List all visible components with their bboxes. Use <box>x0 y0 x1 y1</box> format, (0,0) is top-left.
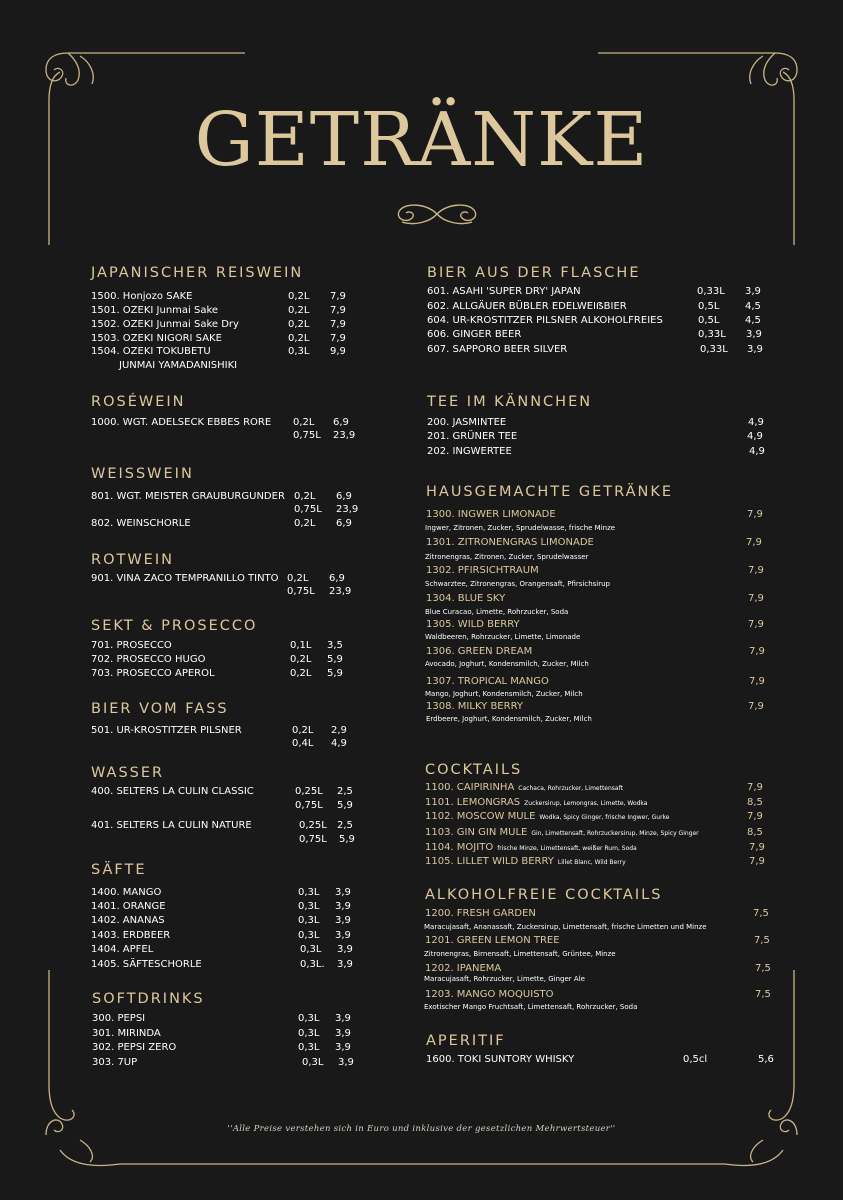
item-price: 7,9 <box>749 856 765 867</box>
item-price: 3,9 <box>335 1013 351 1024</box>
item-price: 7,5 <box>753 908 769 919</box>
item-size: 0,5cl <box>683 1054 708 1065</box>
item-price: 7,9 <box>746 537 762 548</box>
item-description: Erdbeere, Joghurt, Kondensmilch, Zucker, Milch <box>426 715 592 723</box>
item-price: 4,9 <box>749 446 765 457</box>
item-size: 0,75L <box>295 800 323 811</box>
item-size: 0,3L <box>298 1013 320 1024</box>
item-price: 3,9 <box>335 930 351 941</box>
item-description: Exotischer Mango Fruchtsaft, Limettensaft, Rohrzucker, Soda <box>424 1003 638 1011</box>
item-price: 6,9 <box>333 417 349 428</box>
item-price: 2,9 <box>331 725 347 736</box>
item-description: Mango, Joghurt, Kondensmilch, Zucker, Milch <box>425 690 583 698</box>
item-name: 802. WEINSCHORLE <box>91 518 191 529</box>
item-price: 23,9 <box>333 430 356 441</box>
item-price: 5,9 <box>327 668 343 679</box>
item-size: 0,1L <box>290 640 312 651</box>
item-price: 4,5 <box>745 315 761 326</box>
section-title-aperitif: APERITIF <box>426 1033 506 1049</box>
item-size: 0,33L <box>697 286 725 297</box>
item-size: 0,2L <box>290 654 312 665</box>
item-name: 1302. PFIRSICHTRAUM <box>426 565 539 576</box>
item-price: 7,5 <box>755 989 771 1000</box>
item-name: 901. VINA ZACO TEMPRANILLO TINTO <box>91 573 279 584</box>
item-name: 1301. ZITRONENGRAS LIMONADE <box>426 537 594 548</box>
title-flourish-icon <box>392 196 482 232</box>
item-name: 1201. GREEN LEMON TREE <box>425 935 560 946</box>
section-title-softdrinks: SOFTDRINKS <box>92 991 205 1007</box>
item-price: 7,9 <box>748 619 764 630</box>
item-name-with-desc <box>425 855 626 871</box>
item-price: 7,5 <box>754 935 770 946</box>
item-size: 0,25L <box>295 786 323 797</box>
item-description: Avocado, Joghurt, Kondensmilch, Zucker, Milch <box>425 660 589 668</box>
item-description: Maracujasaft, Ananassaft, Zuckersirup, Limettensaft, frische Limetten und Minze <box>424 923 707 931</box>
item-price: 7,9 <box>747 811 763 822</box>
item-size: 0,2L <box>288 291 310 302</box>
item-size: 0,33L <box>698 329 726 340</box>
item-name: 302. PEPSI ZERO <box>92 1042 177 1053</box>
item-name-continued: JUNMAI YAMADANISHIKI <box>119 360 238 371</box>
item-price: 7,9 <box>330 333 346 344</box>
item-size: 0,2L <box>288 305 310 316</box>
section-title-weisswein: WEISSWEIN <box>91 466 194 482</box>
item-price: 5,6 <box>758 1054 774 1065</box>
item-size: 0,3L. <box>300 959 325 970</box>
item-price: 3,9 <box>338 1057 354 1068</box>
item-price: 7,9 <box>330 319 346 330</box>
item-price: 23,9 <box>329 586 352 597</box>
item-price: 7,9 <box>330 305 346 316</box>
item-price: 9,9 <box>330 346 346 357</box>
item-name: 1305. WILD BERRY <box>426 619 520 630</box>
item-name: 701. PROSECCO <box>91 640 172 651</box>
item-price: 4,9 <box>747 431 763 442</box>
item-name: 1300. INGWER LIMONADE <box>426 509 556 520</box>
item-price: 5,9 <box>337 800 353 811</box>
item-name: 1500. Honjozo SAKE <box>91 291 193 302</box>
page-title: GETRÄNKE <box>194 97 649 183</box>
item-price: 23,9 <box>336 504 359 515</box>
item-name: 1403. ERDBEER <box>91 930 171 941</box>
item-price: 3,9 <box>337 944 353 955</box>
item-name-with-desc <box>425 781 623 797</box>
item-price: 4,9 <box>331 738 347 749</box>
item-name-with-desc <box>425 826 699 842</box>
item-description: Zitronengras, Zitronen, Zucker, Sprudelwasser <box>425 553 589 561</box>
item-size: 0,3L <box>288 346 310 357</box>
item-size: 0,2L <box>290 668 312 679</box>
item-name: 1104. MOJITO <box>425 842 494 853</box>
item-description: Schwarztee, Zitronengras, Orangensaft, Pfirsichsirup <box>425 580 610 588</box>
item-name: 604. UR-KROSTITZER PILSNER ALKOHOLFREIES <box>427 315 663 326</box>
item-description: Blue Curacao, Limette, Rohrzucker, Soda <box>425 608 569 616</box>
section-title-sekt: SEKT & PROSECCO <box>91 618 258 634</box>
item-price: 7,9 <box>330 291 346 302</box>
section-title-rotwein: ROTWEIN <box>91 552 174 568</box>
item-name: 202. INGWERTEE <box>427 446 512 457</box>
item-name: 702. PROSECCO HUGO <box>91 654 206 665</box>
item-price: 6,9 <box>336 518 352 529</box>
item-price: 3,9 <box>337 959 353 970</box>
item-price: 2,5 <box>337 786 353 797</box>
item-size: 0,2L <box>294 518 316 529</box>
item-size: 0,75L <box>293 430 321 441</box>
item-name: 1000. WGT. ADELSECK EBBES RORE <box>91 417 272 428</box>
item-price: 8,5 <box>747 827 763 838</box>
item-size: 0,3L <box>300 944 322 955</box>
price-disclaimer: ''Alle Preise verstehen sich in Euro und inklusive der gesetzlichen Mehrwertsteuer'' <box>227 1124 616 1134</box>
item-price: 7,9 <box>749 842 765 853</box>
item-price: 8,5 <box>747 797 763 808</box>
item-name: 1404. APFEL <box>91 944 154 955</box>
section-title-rosewein: ROSÉWEIN <box>91 394 186 410</box>
item-name: 1203. MANGO MOQUISTO <box>425 989 554 1000</box>
item-description: Gin, Limettensaft, Rohrzuckersirup, Minze, Spicy Ginger <box>531 830 699 837</box>
section-title-tee: TEE IM KÄNNCHEN <box>427 394 593 410</box>
item-name: 1304. BLUE SKY <box>426 593 506 604</box>
item-size: 0,3L <box>298 915 320 926</box>
item-name: 703. PROSECCO APEROL <box>91 668 215 679</box>
item-name: 1503. OZEKI NIGORI SAKE <box>91 333 222 344</box>
item-price: 7,9 <box>747 782 763 793</box>
item-name: 602. ALLGÄUER BÜBLER EDELWEIẞBIER <box>427 301 627 312</box>
item-price: 5,9 <box>327 654 343 665</box>
item-size: 0,3L <box>298 887 320 898</box>
item-name: 1401. ORANGE <box>91 901 166 912</box>
item-name: 1102. MOSCOW MULE <box>425 811 536 822</box>
item-name: 1100. CAIPIRINHA <box>425 782 515 793</box>
item-name: 801. WGT. MEISTER GRAUBURGUNDER <box>91 491 285 502</box>
item-name-with-desc <box>425 810 670 826</box>
item-name: 1306. GREEN DREAM <box>426 646 533 657</box>
item-size: 0,2L <box>287 573 309 584</box>
item-size: 0,5L <box>698 301 720 312</box>
item-price: 7,9 <box>748 701 764 712</box>
item-price: 7,9 <box>748 565 764 576</box>
item-description: Cachaca, Rohrzucker, Limettensaft <box>518 785 623 792</box>
item-size: 0,2L <box>294 491 316 502</box>
item-size: 0,3L <box>302 1057 324 1068</box>
item-name: 1600. TOKI SUNTORY WHISKY <box>426 1054 575 1065</box>
item-name: 400. SELTERS LA CULIN CLASSIC <box>91 786 254 797</box>
item-name: 1200. FRESH GARDEN <box>425 908 536 919</box>
item-name: 1307. TROPICAL MANGO <box>426 676 549 687</box>
item-size: 0,75L <box>294 504 322 515</box>
item-name: 601. ASAHI 'SUPER DRY' JAPAN <box>427 286 581 297</box>
item-name: 1308. MILKY BERRY <box>426 701 523 712</box>
item-name: 401. SELTERS LA CULIN NATURE <box>91 820 252 831</box>
item-size: 0,2L <box>293 417 315 428</box>
item-price: 4,5 <box>745 301 761 312</box>
item-name: 607. SAPPORO BEER SILVER <box>427 344 568 355</box>
item-price: 4,9 <box>748 417 764 428</box>
item-price: 3,9 <box>335 915 351 926</box>
item-size: 0,2L <box>288 333 310 344</box>
item-price: 3,5 <box>327 640 343 651</box>
item-description: frische Minze, Limettensaft, weißer Rum, Soda <box>497 845 637 852</box>
item-name: 1103. GIN GIN MULE <box>425 827 528 838</box>
item-price: 7,5 <box>755 963 771 974</box>
item-size: 0,75L <box>299 834 327 845</box>
section-title-cocktails: COCKTAILS <box>425 762 523 778</box>
item-description: Wodka, Spicy Ginger, frische Ingwer, Gurke <box>539 814 670 821</box>
item-description: Ingwer, Zitronen, Zucker, Sprudelwasse, frische Minze <box>425 524 616 532</box>
item-size: 0,2L <box>292 725 314 736</box>
item-price: 7,9 <box>748 593 764 604</box>
item-size: 0,4L <box>292 738 314 749</box>
section-title-flasche: BIER AUS DER FLASCHE <box>427 265 641 281</box>
item-name: 301. MIRINDA <box>92 1028 161 1039</box>
item-price: 5,9 <box>339 834 355 845</box>
item-name: 1202. IPANEMA <box>425 963 502 974</box>
item-name: 1101. LEMONGRAS <box>425 797 521 808</box>
item-price: 2,5 <box>337 820 353 831</box>
item-price: 3,9 <box>335 1028 351 1039</box>
item-name: 1405. SÄFTESCHORLE <box>91 959 202 970</box>
item-size: 0,3L <box>298 1028 320 1039</box>
item-price: 3,9 <box>745 286 761 297</box>
item-price: 7,9 <box>749 646 765 657</box>
item-size: 0,3L <box>298 901 320 912</box>
item-name: 606. GINGER BEER <box>427 329 522 340</box>
section-title-wasser: WASSER <box>91 765 165 781</box>
item-name: 501. UR-KROSTITZER PILSNER <box>91 725 242 736</box>
item-description: Waldbeeren, Rohrzucker, Limette, Limonade <box>425 633 581 641</box>
item-description: Lillet Blanc, Wild Berry <box>557 859 626 866</box>
item-size: 0,5L <box>698 315 720 326</box>
section-title-saefte: SÄFTE <box>91 862 147 878</box>
section-title-alkoholfrei: ALKOHOLFREIE COCKTAILS <box>425 887 663 903</box>
item-size: 0,75L <box>287 586 315 597</box>
item-description: Zuckersirup, Lemongras, Limette, Wodka <box>524 800 648 807</box>
item-name: 300. PEPSI <box>92 1013 146 1024</box>
item-name: 201. GRÜNER TEE <box>427 431 518 442</box>
item-price: 3,9 <box>747 344 763 355</box>
item-name: 303. 7UP <box>92 1057 138 1068</box>
item-name: 1501. OZEKI Junmai Sake <box>91 305 219 316</box>
item-size: 0,25L <box>299 820 327 831</box>
item-price: 7,9 <box>747 509 763 520</box>
item-name: 1504. OZEKI TOKUBETU <box>91 346 211 357</box>
section-title-reiswein: JAPANISCHER REISWEIN <box>91 265 304 281</box>
item-size: 0,2L <box>288 319 310 330</box>
item-name: 1105. LILLET WILD BERRY <box>425 856 554 867</box>
item-size: 0,3L <box>298 1042 320 1053</box>
item-price: 3,9 <box>335 1042 351 1053</box>
section-title-fass: BIER VOM FASS <box>91 701 229 717</box>
item-size: 0,3L <box>298 930 320 941</box>
section-title-hausgemacht: HAUSGEMACHTE GETRÄNKE <box>426 484 674 500</box>
item-name: 1502. OZEKI Junmai Sake Dry <box>91 319 239 330</box>
item-price: 3,9 <box>335 901 351 912</box>
item-price: 6,9 <box>336 491 352 502</box>
item-price: 3,9 <box>746 329 762 340</box>
item-name: 1400. MANGO <box>91 887 162 898</box>
item-price: 7,9 <box>749 676 765 687</box>
item-name: 1402. ANANAS <box>91 915 165 926</box>
item-description: Zitronengras, Birnensaft, Limettensaft, Grüntee, Minze <box>424 950 616 958</box>
item-size: 0,33L <box>700 344 728 355</box>
item-description: Maracujasaft, Rohrzucker, Limette, Ginger Ale <box>424 975 585 983</box>
item-price: 3,9 <box>335 887 351 898</box>
item-price: 6,9 <box>329 573 345 584</box>
item-name: 200. JASMINTEE <box>427 417 507 428</box>
